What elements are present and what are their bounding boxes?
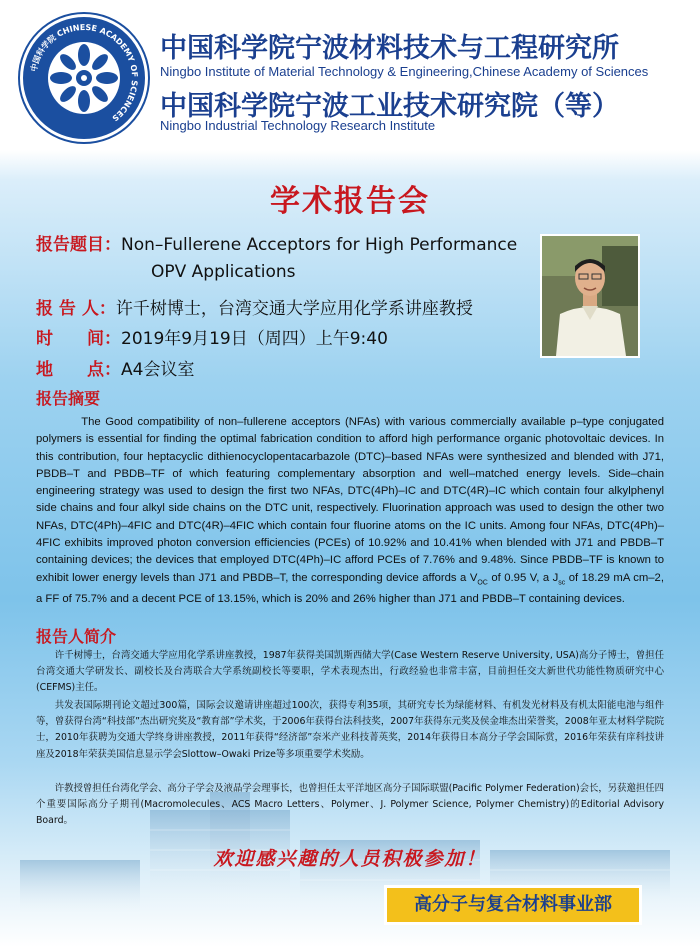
bio-paragraph-2: 共发表国际期刊论文超过300篇，国际会议邀请讲座超过100次，获得专利35项，其研究专长为绿能材料、有机发光材料及有机太阳能电池与组件等，曾获得台湾“科技部”杰出研究奖及“教育部”学术奖，于2006年获得台法科技奖，2007年获得东元奖及侯金堆杰出荣誉奖，2008年亚太材料学院院士，2010年获聘为交通大学终身讲座教授，2011年获得“经济部”奈米产业科技菁英奖，2014年获得日本高分子学会国际赏，2016年荣获有庠科技讲座及2018年荣获美国信息显示学会Slottow–Owaki Prize等多项重要学术奖励。	[36, 700, 664, 760]
time-row	[36, 324, 388, 349]
institute-name-en-1: Ningbo Institute of Material Technology & Engineering,Chinese Academy of Sciences	[160, 64, 649, 79]
place-row	[36, 355, 194, 380]
voc-subscript: OC	[477, 578, 488, 586]
abstract-body-end: of 18.29 mA cm–2, a FF of 75.7% and a decent PCE of 13.15%, which is 20% and 26% higher than J71 and PBDB–T containing devices.	[36, 571, 664, 606]
institute-name-cn-2: 中国科学院宁波工业技术研究院（等）	[160, 91, 619, 122]
topic-line-1: Non–Fullerene Acceptors for High Performance	[121, 235, 518, 255]
department-badge: 高分子与复合材料事业部	[384, 885, 642, 925]
speaker-label: 报 告 人：	[36, 299, 116, 319]
speaker-row	[36, 294, 473, 319]
cas-logo	[20, 14, 148, 142]
page-title: 学术报告会	[270, 184, 430, 219]
abstract-body-mid: of 0.95 V, a J	[487, 571, 559, 584]
institute-name-cn-1: 中国科学院宁波材料技术与工程研究所	[160, 33, 619, 64]
place-value: A4会议室	[121, 360, 195, 380]
header-banner	[0, 0, 700, 150]
speaker-photo	[540, 234, 640, 358]
institute-name-en-2: Ningbo Industrial Technology Research Institute	[160, 118, 436, 133]
topic-label: 报告题目：	[36, 235, 121, 255]
topic-row	[36, 230, 517, 255]
abstract-text	[36, 414, 664, 609]
time-value: 2019年9月19日（周四）上午9:40	[121, 329, 388, 349]
topic-row-2	[151, 262, 296, 282]
logo-ring-text: 中国科学院 CHINESE ACADEMY OF SCIENCES	[29, 22, 140, 123]
bio-paragraph-3: 许教授曾担任台湾化学会、高分子学会及液晶学会理事长，也曾担任太平洋地区高分子国际联盟(Pacific Polymer Federation)会长，另获邀担任四个重要国际高分子期刊(Macromolecules、ACS Macro Letters、Polymer、J. Polymer Science, Polymer Chemistry)的Editorial Advisory Board。	[36, 783, 664, 827]
place-label: 地 点：	[36, 360, 121, 380]
speaker-value: 许千树博士，台湾交通大学应用化学系讲座教授	[115, 299, 473, 319]
cas-logo-emblem-icon	[23, 17, 145, 139]
abstract-heading: 报告摘要	[36, 389, 101, 408]
topic-line-2: OPV Applications	[151, 262, 296, 282]
jsc-subscript: sc	[558, 578, 566, 586]
bio-heading: 报告人简介	[36, 627, 117, 646]
time-label: 时 间：	[36, 329, 121, 349]
bio-paragraph-1: 许千树博士，台湾交通大学应用化学系讲座教授，1987年获得美国凯斯西储大学(Case Western Reserve University, USA)高分子博士，曾担任台湾交通大学研发长、副校长及台湾联合大学系统副校长等要职，学术表现杰出，行政经验也非常丰富，目前担任交大新世代功能性物质研究中心(CEFMS)主任。	[36, 650, 664, 694]
welcome-message: 欢迎感兴趣的人员积极参加！	[213, 848, 487, 870]
abstract-body: The Good compatibility of non–fullerene acceptors (NFAs) with various commercially available p–type conjugated polymers is essential for finding the optimal fabrication condition to afford high performance organic photovoltaic devices. In this contribution, four heptacyclic dithienocyclopentacarbazole (DTC)–based NFAs were synthesized and blended with J71, PBDB–T and PBDB–TF of which featuring complementary absorption and well–matched energy levels. Side–chain engineering strategy was used to design the first two NFAs, DTC(4Ph)–IC and DTC(4R)–IC which contain four alkylphenyl side chains and four alkyl side chains on the DTC unit, respectively. Fluorination approach was used to design the other two NFAs, DTC(4Ph)–4FIC and DTC(4R)–4FIC which contain four fluorine atoms on the IC units. Among four NFAs, DTC(4Ph)–4FIC exhibits improved photon conversion efficiencies (PCEs) of 10.92% and 10.41% when blended with J71 and PBDB–T containing devices; the devices that employed DTC(4Ph)–IC afford PCEs of 7.76% and 9.48%. Since PBDB–TF is known to exhibit lower energy levels than J71 and PBDB–T, the corresponding device affords a V	[36, 416, 664, 584]
